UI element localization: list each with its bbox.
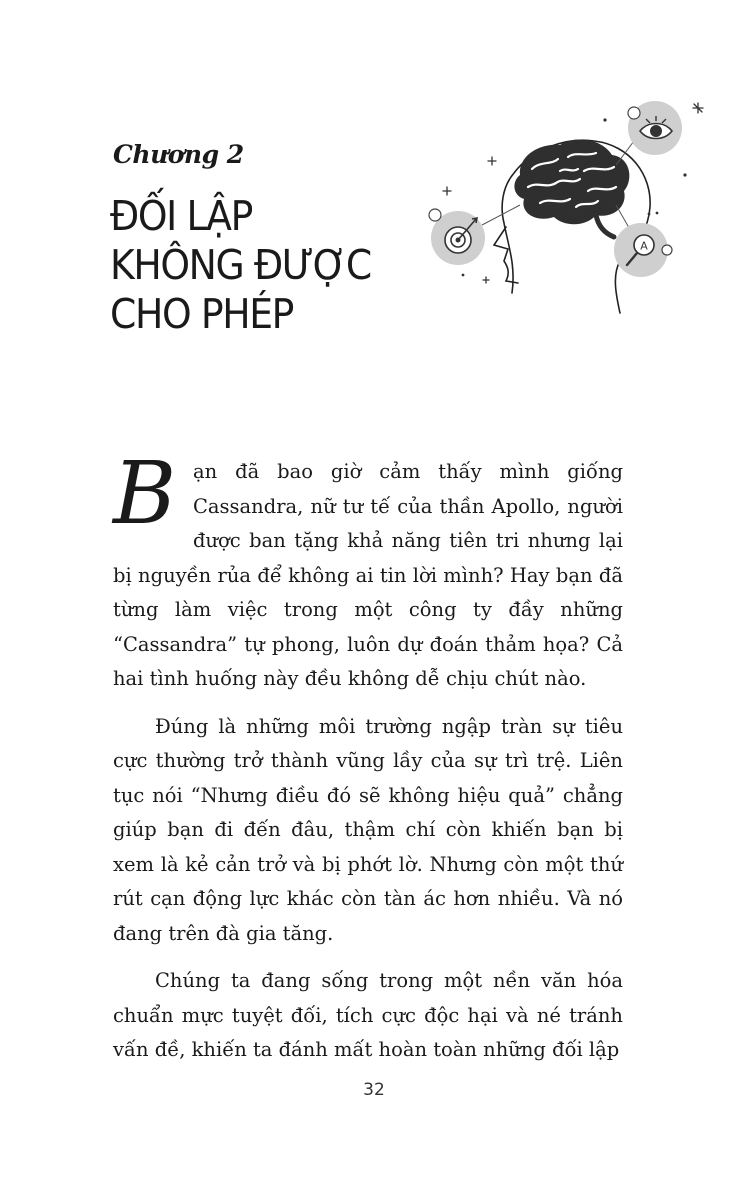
target-icon — [429, 209, 485, 265]
page-number: 32 — [363, 1080, 385, 1100]
chapter-title-line-1: ĐỐI LẬP — [110, 192, 252, 240]
chapter-illustration — [420, 95, 720, 325]
brain-icon — [514, 140, 629, 237]
magnifier-letter: A — [640, 239, 648, 253]
chapter-label: Chương 2 — [113, 140, 244, 169]
magnifier-icon — [614, 223, 672, 277]
drop-cap: B — [113, 444, 177, 544]
chapter-title-line-2: KHÔNG ĐƯỢC — [110, 241, 371, 289]
paragraph-3: Chúng ta đang sống trong một nền văn hóa chuẩn mực tuyệt đối, tích cực độc hại và né tránh vấn đề, khiến ta đánh mất hoàn toàn những đối lập — [113, 969, 623, 1061]
chapter-title — [110, 192, 371, 339]
chapter-title-line-3: CHO PHÉP — [110, 290, 294, 338]
eye-icon — [628, 101, 682, 155]
body-text — [113, 444, 623, 1081]
paragraph-1-text: ạn đã bao giờ cảm thấy mình giống Cassandra, nữ tư tế của thần Apollo, người được ban tặng khả năng tiên tri nhưng lại bị nguyền rủa để không ai tin lời mình? Hay bạn đã từng làm việc trong một công ty đầy những “Cassandra” tự phong, luôn dự đoán thảm họa? Cả hai tình huống này đều không dễ chịu chút nào. — [113, 460, 623, 690]
paragraph-2: Đúng là những môi trường ngập tràn sự tiêu cực thường trở thành vũng lầy của sự trì trệ. Liên tục nói “Nhưng điều đó sẽ không hiệu quả” chẳng giúp bạn đi đến đâu, thậm chí còn khiến bạn bị xem là kẻ cản trở và bị phớt lờ. Nhưng còn một thứ rút cạn động lực khác còn tàn ác hơn nhiều. Và nó đang trên đà gia tăng. — [113, 714, 623, 945]
paragraph-1 — [113, 444, 623, 697]
